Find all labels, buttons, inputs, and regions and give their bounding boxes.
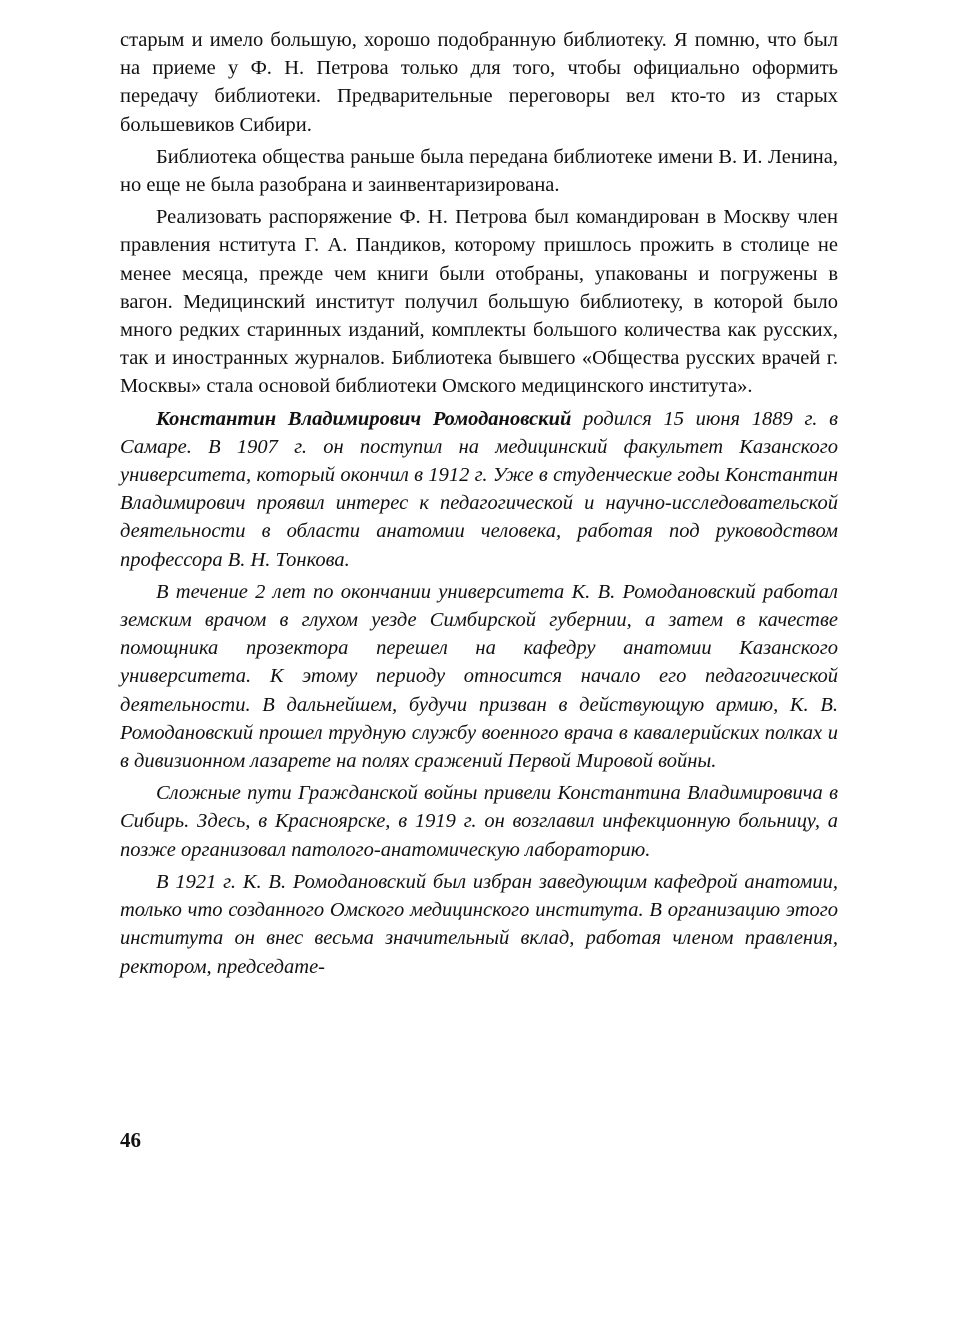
paragraph-7: В 1921 г. К. В. Ромодановский был избран заведующим кафедрой анатомии, только что созданного Омского медицинского института. В организацию этого института он внес весьма значительный вклад, работая членом правления, ректором, председате- bbox=[120, 870, 838, 978]
paragraph-3: Реализовать распоряжение Ф. Н. Петрова был командирован в Москву член правления нститута Г. А. Пандиков, которому пришлось прожить в столице не менее месяца, прежде чем книги были отобраны, упакованы и погружены в вагон. Медицинский институт получил большую библиотеку, в которой было много редких старинных изданий, комплекты большого количества как русских, так и иностранных журналов. Библиотека бывшего «Общества русских врачей г. Москвы» стала основой библиотеки Омского медицинского института». bbox=[120, 206, 838, 398]
paragraph-4-text: родился 15 июня 1889 г. в Самаре. В 1907 г. он поступил на медицинский факультет Казанского университета, который окончил в 1912 г. Уже в студенческие годы Константин Владимирович проявил интерес к педагогической и научно-исследовательской деятельности в области анатомии человека, работая под руководством профессора В. Н. Тонкова. bbox=[120, 407, 838, 571]
paragraph-5: В течение 2 лет по окончании университета К. В. Ромодановский работал земским врачом в глухом уезде Симбирской губернии, а затем в качестве помощника прозектора перешел на кафедру анатомии Казанского университета. К этому периоду относится начало его педагогической деятельности. В дальнейшем, будучи призван в действующую армию, К. В. Ромодановский прошел трудную службу военного врача в кавалерийских полках и в дивизионном лазарете на полях сражений Первой Мировой войны. bbox=[120, 580, 838, 773]
page-body bbox=[120, 26, 838, 985]
paragraph-2: Библиотека общества раньше была передана библиотеке имени В. И. Ленина, но еще не была разобрана и заинвентаризирована. bbox=[120, 145, 838, 197]
page-number: 46 bbox=[120, 1128, 141, 1152]
paragraph-1: старым и имело большую, хорошо подобранную библиотеку. Я помню, что был на приеме у Ф. Н. Петрова только для того, чтобы официально оформить передачу библиотеки. Предварительные переговоры вел кто-то из старых большевиков Сибири. bbox=[120, 29, 838, 136]
person-name: Константин Владимирович Ромодановский bbox=[156, 407, 572, 430]
paragraph-6: Сложные пути Гражданской войны привели Константина Владимировича в Сибирь. Здесь, в Красноярске, в 1919 г. он возглавил инфекционную больницу, а позже организовал патолого-анатомическую лабораторию. bbox=[120, 782, 838, 861]
paragraph-4 bbox=[120, 405, 838, 574]
